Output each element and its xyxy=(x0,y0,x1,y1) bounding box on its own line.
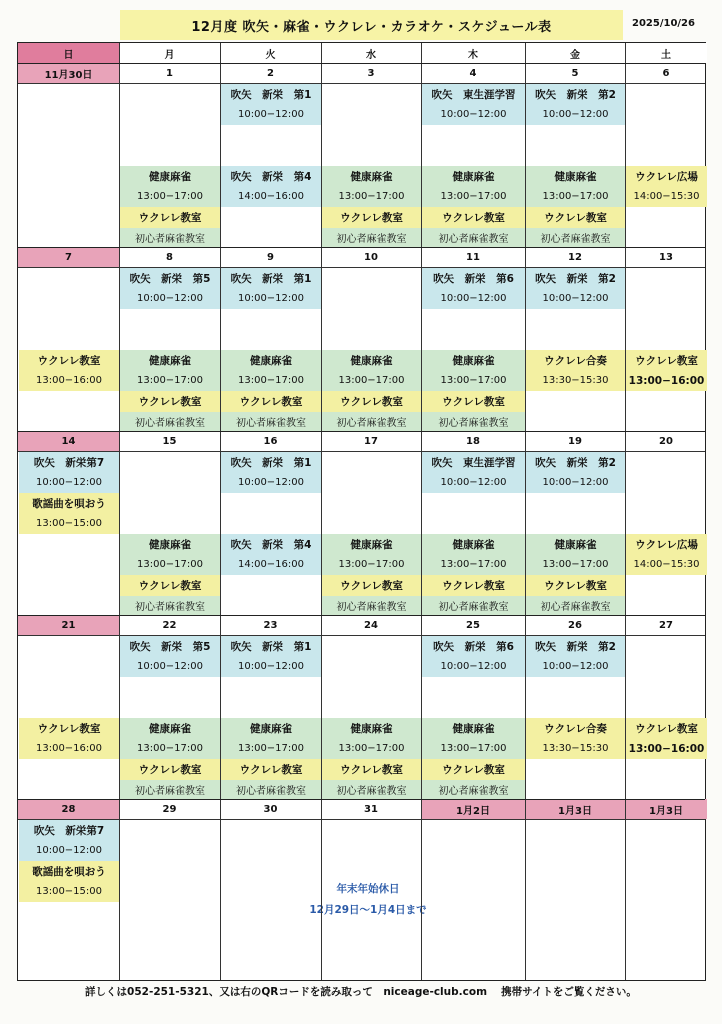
event-title: 健康麻雀 xyxy=(322,166,421,187)
event-title: 健康麻雀 xyxy=(322,534,421,555)
event-title: ウクレレ教室 xyxy=(221,391,321,412)
event-time: 13:30−15:30 xyxy=(526,371,625,392)
event-title: ウクレレ教室 xyxy=(120,391,220,412)
event-time: 初心者麻雀教室 xyxy=(322,596,421,617)
weekday-header: 土 xyxy=(625,43,707,63)
date-cell: 1月3日 xyxy=(625,799,707,819)
weekday-header: 金 xyxy=(525,43,625,63)
event-time: 10:00−12:00 xyxy=(19,473,119,494)
event-title: 健康麻雀 xyxy=(221,350,321,371)
event-time: 10:00−12:00 xyxy=(422,105,525,126)
event-title: 健康麻雀 xyxy=(120,718,220,739)
date-cell: 25 xyxy=(466,619,480,631)
date-cell: 5 xyxy=(571,67,579,79)
event-title: ウクレレ教室 xyxy=(422,207,525,228)
grid-row-line xyxy=(18,63,705,64)
event-time: 13:00−17:00 xyxy=(120,739,220,760)
event-title: 吹矢 新栄 第1 xyxy=(221,84,321,105)
event-title: 健康麻雀 xyxy=(120,166,220,187)
event-time: 10:00−12:00 xyxy=(221,289,321,310)
event-time: 初心者麻雀教室 xyxy=(526,228,625,249)
date-cell: 29 xyxy=(162,803,177,815)
event-time: 初心者麻雀教室 xyxy=(120,228,220,249)
event-title: 健康麻雀 xyxy=(221,718,321,739)
holiday-notice-title: 年末年始休日 xyxy=(336,883,400,895)
event-time: 13:00−17:00 xyxy=(422,371,525,392)
event-title: ウクレレ教室 xyxy=(322,391,421,412)
date-cell: 1月3日 xyxy=(525,799,625,819)
event-title: 健康麻雀 xyxy=(322,350,421,371)
grid-column-line xyxy=(119,43,120,980)
event-time: 初心者麻雀教室 xyxy=(322,228,421,249)
calendar-grid xyxy=(17,42,706,981)
date-cell: 28 xyxy=(18,799,119,819)
event-title: 健康麻雀 xyxy=(422,166,525,187)
date-cell: 2 xyxy=(267,67,274,79)
event-time: 13:00−17:00 xyxy=(322,371,421,392)
event-title: 健康麻雀 xyxy=(526,534,625,555)
event-title: ウクレレ教室 xyxy=(322,759,421,780)
event-time: 13:30−15:30 xyxy=(526,739,625,760)
event-title: 健康麻雀 xyxy=(120,534,220,555)
event-title: ウクレレ教室 xyxy=(626,350,707,371)
event-title: 吹矢 新栄 第2 xyxy=(526,84,625,105)
event-time: 13:00−17:00 xyxy=(322,739,421,760)
title-text: 12月度 吹矢・麻雀・ウクレレ・カラオケ・スケジュール表 xyxy=(191,19,552,35)
date-cell: 10 xyxy=(364,251,378,263)
event-title: ウクレレ広場 xyxy=(626,166,707,187)
date-cell: 26 xyxy=(568,619,582,631)
event-time: 10:00−12:00 xyxy=(526,105,625,126)
page-title xyxy=(120,10,623,40)
weekday-header: 日 xyxy=(18,43,119,63)
event-time: 13:00−15:00 xyxy=(19,514,119,535)
date-cell: 22 xyxy=(162,619,177,631)
grid-row-line xyxy=(18,799,705,800)
event-time: 13:00−16:00 xyxy=(19,371,119,392)
event-time: 13:00−17:00 xyxy=(526,555,625,576)
event-title: ウクレレ教室 xyxy=(322,575,421,596)
event-time: 初心者麻雀教室 xyxy=(422,412,525,433)
event-title: ウクレレ教室 xyxy=(120,207,220,228)
event-title: ウクレレ合奏 xyxy=(526,718,625,739)
date-cell: 7 xyxy=(18,247,119,267)
event-time: 初心者麻雀教室 xyxy=(120,596,220,617)
date-cell: 14 xyxy=(18,431,119,451)
event-time: 13:00−17:00 xyxy=(120,555,220,576)
event-time: 10:00−12:00 xyxy=(19,841,119,862)
event-time: 10:00−12:00 xyxy=(221,657,321,678)
event-time: 10:00−12:00 xyxy=(422,289,525,310)
grid-column-line xyxy=(625,43,626,980)
event-time: 初心者麻雀教室 xyxy=(422,596,525,617)
event-time: 14:00−15:30 xyxy=(626,187,707,208)
event-time: 13:00−15:00 xyxy=(19,882,119,903)
event-time: 初心者麻雀教室 xyxy=(221,780,321,801)
event-time: 10:00−12:00 xyxy=(422,473,525,494)
date-cell: 11 xyxy=(466,251,480,263)
event-title: ウクレレ教室 xyxy=(19,718,119,739)
date-cell: 24 xyxy=(364,619,378,631)
event-time: 10:00−12:00 xyxy=(120,289,220,310)
event-title: ウクレレ広場 xyxy=(626,534,707,555)
weekday-header: 火 xyxy=(220,43,321,63)
date-cell: 27 xyxy=(659,619,673,631)
event-time: 10:00−12:00 xyxy=(120,657,220,678)
event-title: 吹矢 新栄 第2 xyxy=(526,268,625,289)
event-title: 健康麻雀 xyxy=(526,166,625,187)
event-title: ウクレレ合奏 xyxy=(526,350,625,371)
event-title: 吹矢 新栄 第2 xyxy=(526,636,625,657)
event-time: 13:00−16:00 xyxy=(19,739,119,760)
holiday-notice-range: 12月29日～1月4日まで xyxy=(309,904,427,916)
date-cell: 31 xyxy=(364,803,378,815)
event-title: 歌謡曲を唄おう xyxy=(19,493,119,514)
event-time: 13:00−17:00 xyxy=(221,371,321,392)
event-title: 吹矢 新栄 第1 xyxy=(221,452,321,473)
event-title: ウクレレ教室 xyxy=(120,575,220,596)
event-title: 13:00−16:00 xyxy=(626,739,707,760)
date-cell: 19 xyxy=(568,435,582,447)
grid-row-line xyxy=(18,819,705,820)
date-cell: 30 xyxy=(263,803,278,815)
event-time: 14:00−15:30 xyxy=(626,555,707,576)
grid-column-line xyxy=(525,43,526,980)
event-time: 10:00−12:00 xyxy=(526,657,625,678)
date-cell: 11月30日 xyxy=(18,63,119,83)
grid-column-line xyxy=(421,43,422,980)
event-time: 初心者麻雀教室 xyxy=(120,780,220,801)
event-time: 初心者麻雀教室 xyxy=(526,596,625,617)
date-cell: 21 xyxy=(18,615,119,635)
event-time: 13:00−17:00 xyxy=(422,739,525,760)
footer-note: 詳しくは052-251-5321、又は右のQRコードを読み取って niceage-club.com 携帯サイトをご覧ください。 xyxy=(85,986,637,998)
grid-column-line xyxy=(321,43,322,980)
weekday-header: 木 xyxy=(421,43,525,63)
date-cell: 20 xyxy=(659,435,673,447)
grid-row-line xyxy=(18,431,705,432)
event-title: 健康麻雀 xyxy=(422,718,525,739)
date-cell: 1 xyxy=(166,67,173,79)
grid-row-line xyxy=(18,635,705,636)
event-title: ウクレレ教室 xyxy=(422,391,525,412)
event-time: 13:00−17:00 xyxy=(322,555,421,576)
event-title: 吹矢 新栄 第5 xyxy=(120,268,220,289)
date-cell: 13 xyxy=(659,251,673,263)
event-title: ウクレレ教室 xyxy=(120,759,220,780)
event-title: ウクレレ教室 xyxy=(422,575,525,596)
event-title: ウクレレ教室 xyxy=(322,207,421,228)
event-title: 吹矢 新栄第7 xyxy=(19,820,119,841)
weekday-header: 水 xyxy=(321,43,421,63)
event-time: 初心者麻雀教室 xyxy=(322,412,421,433)
event-time: 13:00−17:00 xyxy=(221,739,321,760)
event-time: 13:00−17:00 xyxy=(526,187,625,208)
date-cell: 1月2日 xyxy=(421,799,525,819)
event-time: 10:00−12:00 xyxy=(221,473,321,494)
event-title: ウクレレ教室 xyxy=(526,575,625,596)
grid-column-line xyxy=(220,43,221,980)
grid-row-line xyxy=(18,451,705,452)
event-time: 13:00−17:00 xyxy=(422,187,525,208)
event-title: 健康麻雀 xyxy=(422,350,525,371)
event-title: 歌謡曲を唄おう xyxy=(19,861,119,882)
event-title: 13:00−16:00 xyxy=(626,371,707,392)
event-title: 吹矢 新栄 第1 xyxy=(221,268,321,289)
date-cell: 18 xyxy=(466,435,480,447)
event-title: ウクレレ教室 xyxy=(221,759,321,780)
event-time: 10:00−12:00 xyxy=(526,473,625,494)
issue-date: 2025/10/26 xyxy=(632,18,695,29)
event-title: 吹矢 新栄 第2 xyxy=(526,452,625,473)
date-cell: 17 xyxy=(364,435,378,447)
date-cell: 23 xyxy=(263,619,278,631)
event-time: 初心者麻雀教室 xyxy=(221,412,321,433)
date-cell: 3 xyxy=(367,67,375,79)
event-time: 10:00−12:00 xyxy=(422,657,525,678)
event-time: 初心者麻雀教室 xyxy=(422,228,525,249)
event-time: 初心者麻雀教室 xyxy=(322,780,421,801)
event-time: 13:00−17:00 xyxy=(422,555,525,576)
date-cell: 15 xyxy=(162,435,177,447)
event-title: 吹矢 新栄第7 xyxy=(19,452,119,473)
event-time: 初心者麻雀教室 xyxy=(120,412,220,433)
date-cell: 8 xyxy=(166,251,173,263)
event-title: ウクレレ教室 xyxy=(422,759,525,780)
event-title: 健康麻雀 xyxy=(120,350,220,371)
event-time: 初心者麻雀教室 xyxy=(422,780,525,801)
date-cell: 4 xyxy=(469,67,477,79)
event-title: ウクレレ教室 xyxy=(526,207,625,228)
weekday-header: 月 xyxy=(119,43,220,63)
date-cell: 16 xyxy=(263,435,278,447)
date-cell: 9 xyxy=(267,251,274,263)
date-cell: 12 xyxy=(568,251,582,263)
event-title: 吹矢 新栄 第4 xyxy=(221,166,321,187)
event-time: 13:00−17:00 xyxy=(120,371,220,392)
event-time: 14:00−16:00 xyxy=(221,555,321,576)
grid-row-line xyxy=(18,267,705,268)
event-title: 健康麻雀 xyxy=(322,718,421,739)
date-cell: 6 xyxy=(662,67,670,79)
grid-row-line xyxy=(18,83,705,84)
grid-row-line xyxy=(18,615,705,616)
event-title: 吹矢 新栄 第6 xyxy=(422,268,525,289)
event-title: 吹矢 東生涯学習 xyxy=(422,452,525,473)
event-title: 吹矢 新栄 第1 xyxy=(221,636,321,657)
event-title: 吹矢 新栄 第6 xyxy=(422,636,525,657)
event-time: 13:00−17:00 xyxy=(120,187,220,208)
event-title: ウクレレ教室 xyxy=(626,718,707,739)
grid-row-line xyxy=(18,247,705,248)
event-time: 14:00−16:00 xyxy=(221,187,321,208)
event-title: 吹矢 新栄 第4 xyxy=(221,534,321,555)
event-title: 健康麻雀 xyxy=(422,534,525,555)
event-title: ウクレレ教室 xyxy=(19,350,119,371)
event-time: 10:00−12:00 xyxy=(221,105,321,126)
event-time: 13:00−17:00 xyxy=(322,187,421,208)
event-time: 10:00−12:00 xyxy=(526,289,625,310)
event-title: 吹矢 新栄 第5 xyxy=(120,636,220,657)
event-title: 吹矢 東生涯学習 xyxy=(422,84,525,105)
